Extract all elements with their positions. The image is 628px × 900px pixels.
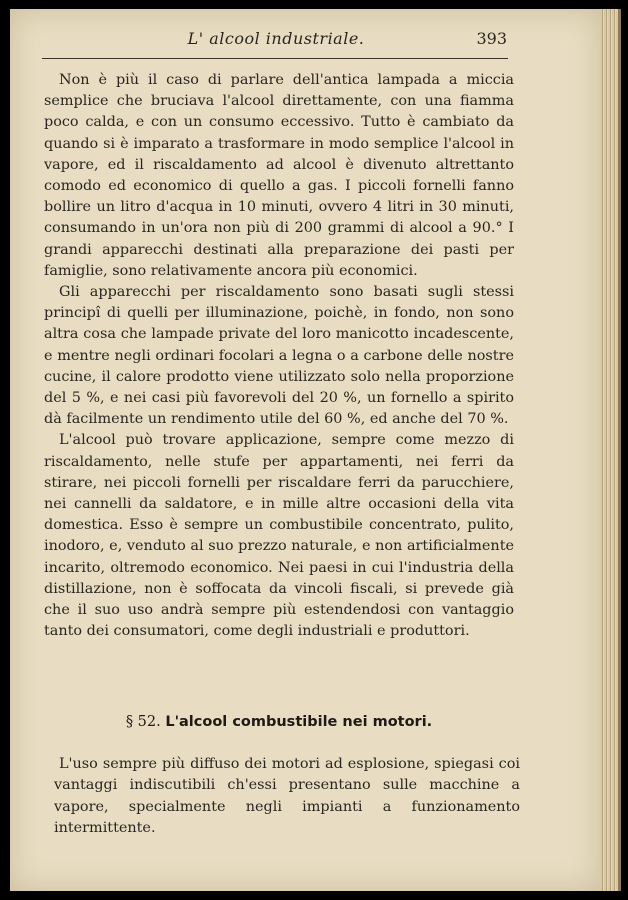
paragraph: L'uso sempre più diffuso dei motori ad esplosione, spiegasi coi vantaggi indiscutibili ch'essi presentano sulle macchine a vapore, specialmente negli impianti a funzionamento intermittente.	[54, 756, 520, 837]
section-number: § 52.	[125, 714, 161, 730]
section-title: L'alcool combustibile nei motori.	[165, 714, 433, 730]
body-text	[44, 70, 514, 642]
section-heading	[44, 714, 514, 730]
paragraph: L'alcool può trovare applicazione, sempre come mezzo di riscaldamento, nelle stufe per appartamenti, nei ferri da stirare, nei piccoli fornelli per riscaldare ferri da parucchiere, nei cannelli da saldatore, e in mille altre occasioni della vita domestica. Esso è sempre un combustibile concentrato, pulito, inodoro, e, venduto al suo prezzo naturale, e non artificialmente incarito, oltremodo economico. Nei paesi in cui l'industria della distillazione, non è soffocata da vincoli fiscali, si prevede già che il suo uso andrà sempre più estendendosi con vantaggio tanto dei consumatori, come degli industriali e produttori.	[44, 432, 514, 640]
page-edge	[600, 9, 618, 891]
page-edge-shadow	[618, 9, 621, 891]
running-title: L' alcool industriale.	[187, 29, 365, 48]
paragraph: Non è più il caso di parlare dell'antica lampada a miccia semplice che bruciava l'alcool direttamente, con una fiamma poco calda, e con un consumo eccessivo. Tutto è cambiato da quando si è imparato a trasformare in modo semplice l'alcool in vapore, ed il riscaldamento ad alcool è divenuto altrettanto comodo ed economico di quello a gas. I piccoli fornelli fanno bollire un litro d'acqua in 10 minuti, ovvero 4 litri in 30 minuti, consumando in un'ora non più di 200 grammi di alcool a 90.° I grandi apparecchi destinati alla preparazione dei pasti per famiglie, sono relativamente ancora più economici.	[44, 72, 514, 279]
paragraph: Gli apparecchi per riscaldamento sono basati sugli stessi principî di quelli per illuminazione, poichè, in fondo, non sono altra cosa che lampade private del loro manicotto incadescente, e mentre negli ordinari focolari a legna o a carbone delle nostre cucine, il calore prodotto viene utilizzato solo nella proporzione del 5 %, e nei casi più favorevoli del 20 %, un fornello a spirito dà facilmente un rendimento utile del 60 %, ed anche del 70 %.	[44, 284, 514, 428]
page-number: 393	[476, 29, 507, 48]
section-body-text	[54, 754, 520, 840]
header-rule	[42, 58, 508, 59]
page-header	[42, 27, 510, 55]
